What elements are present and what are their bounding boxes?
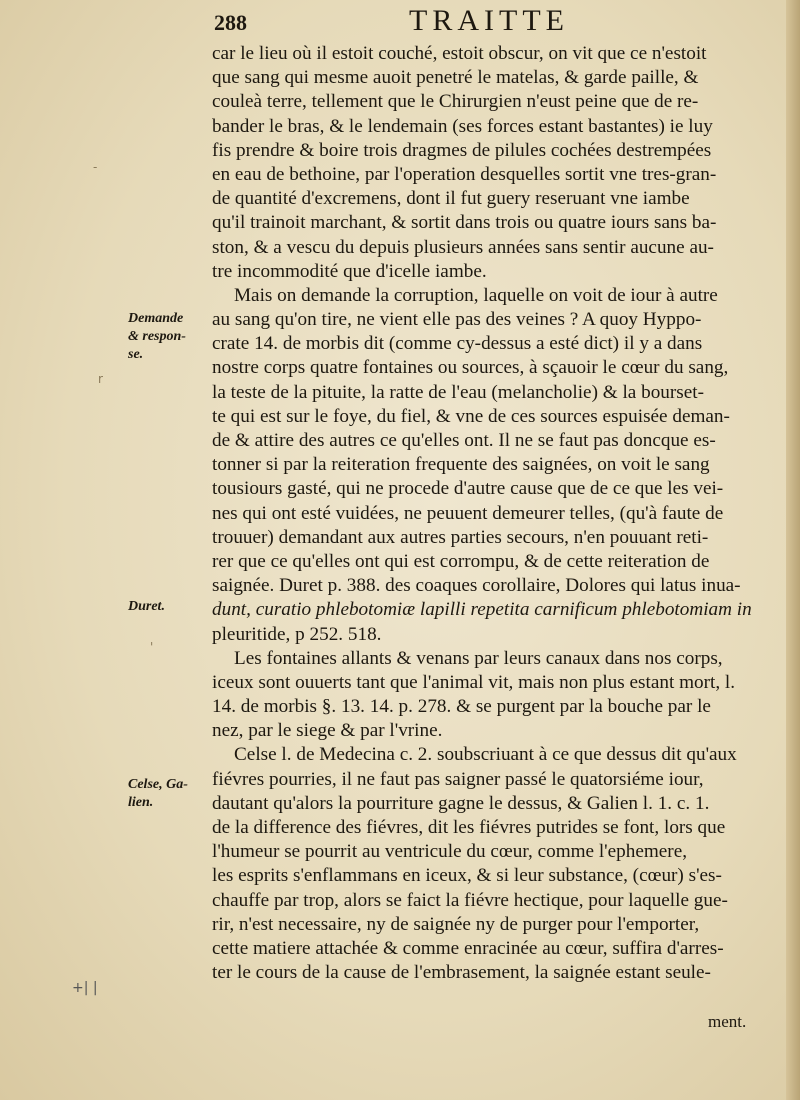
text-line: nez, par le siege & par l'vrine. bbox=[212, 720, 443, 742]
text-line: que sang qui mesme auoit penetré le matelas, & garde paille, & bbox=[212, 67, 699, 89]
margin-note-line: Demande bbox=[128, 311, 184, 326]
text-line: ston, & a vescu du depuis plusieurs années sans sentir aucune au- bbox=[212, 236, 714, 258]
text-line: nostre corps quatre fontaines ou sources, à sçauoir le cœur du sang, bbox=[212, 357, 729, 379]
page-header bbox=[214, 4, 774, 40]
text-line: au sang qu'on tire, ne vient elle pas des veines ? A quoy Hyppo- bbox=[212, 309, 702, 331]
text-line: Celse l. de Medecina c. 2. soubscriuant à ce que dessus dit qu'aux bbox=[234, 744, 737, 766]
margin-note-line: & respon- bbox=[128, 329, 186, 344]
text-line: tonner si par la reiteration frequente des saignées, on voit le sang bbox=[212, 454, 710, 476]
text-line: de quantité d'excremens, dont il fut guery reseruant vne iambe bbox=[212, 188, 690, 210]
text-line: nes qui ont esté vuidées, ne peuuent demeurer telles, (qu'à faute de bbox=[212, 502, 724, 524]
text-line: te qui est sur le foye, du fiel, & vne de ces sources espuisée deman- bbox=[212, 405, 730, 427]
text-line: cette matiere attachée & comme enracinée au cœur, suffira d'arres- bbox=[212, 937, 724, 959]
text-line: crate 14. de morbis dit (comme cy-dessus a esté dict) il y a dans bbox=[212, 333, 703, 355]
text-line: Les fontaines allants & venans par leurs canaux dans nos corps, bbox=[234, 647, 723, 669]
margin-note-line: Duret. bbox=[128, 599, 165, 614]
text-line: en eau de bethoine, par l'operation desquelles sortit vne tres-gran- bbox=[212, 163, 717, 185]
text-line: car le lieu où il estoit couché, estoit obscur, on vit que ce n'estoit bbox=[212, 43, 707, 64]
catchword: ment. bbox=[708, 1012, 747, 1031]
text-line: trouuer) demandant aux autres parties secours, n'en pouuant reti- bbox=[212, 526, 709, 548]
margin-note-duret bbox=[128, 598, 208, 616]
text-line: l'humeur se pourrit au ventricule du cœur, comme l'ephemere, bbox=[212, 841, 688, 863]
text-line: tousiours gasté, qui ne procede d'autre cause que de ce que les vei- bbox=[212, 478, 724, 500]
text-line: bander le bras, & le lendemain (ses forces estant bastantes) ie luy bbox=[212, 115, 713, 137]
text-line: rer que ce qu'elles ont qui est corrompu, & de cette reiteration de bbox=[212, 550, 710, 572]
body-text bbox=[212, 42, 768, 985]
running-title: TRAITTE bbox=[409, 4, 569, 37]
margin-note-line: lien. bbox=[128, 795, 154, 810]
margin-mark: ' bbox=[150, 640, 154, 654]
text-line: pleuritide, p 252. 518. bbox=[212, 623, 382, 645]
text-line: iceux sont ouuerts tant que l'animal vit, mais non plus estant mort, l. bbox=[212, 671, 736, 693]
margin-note-celse bbox=[128, 776, 208, 812]
text-line: de & attire des autres ce qu'elles ont. Il ne se faut pas doncque es- bbox=[212, 430, 716, 451]
text-line: rir, n'est necessaire, ny de saignée ny de purger pour l'emporter, bbox=[212, 913, 700, 935]
text-line: tre incommodité que d'icelle iambe. bbox=[212, 260, 487, 282]
text-line: 14. de morbis §. 13. 14. p. 278. & se purgent par la bouche par le bbox=[212, 696, 711, 718]
text-line: couleà terre, tellement que le Chirurgien n'eust peine que de re- bbox=[212, 91, 699, 113]
text-line: la teste de la pituite, la ratte de l'eau (melancholie) & la bourset- bbox=[212, 381, 704, 403]
page-edge bbox=[786, 0, 800, 1100]
text-line: ter le cours de la cause de l'embrasement, la saignée estant seule- bbox=[212, 962, 711, 984]
text-line: chauffe par trop, alors se faict la fiévre hectique, pour laquelle gue- bbox=[212, 889, 728, 911]
text-line: dautant qu'alors la pourriture gagne le dessus, & Galien l. 1. c. 1. bbox=[212, 792, 710, 814]
margin-note-demande bbox=[128, 310, 208, 364]
page-number: 288 bbox=[214, 10, 247, 35]
text-line: qu'il trainoit marchant, & sortit dans trois ou quatre iours sans ba- bbox=[212, 212, 717, 234]
margin-mark: - bbox=[93, 160, 98, 174]
text-line: Mais on demande la corruption, laquelle on voit de iour à autre bbox=[234, 284, 718, 306]
text-line: fis prendre & boire trois dragmes de pilules cochées destrempées bbox=[212, 139, 712, 161]
margin-note-line: Celse, Ga- bbox=[128, 777, 188, 792]
text-line: dunt, curatio phlebotomiæ lapilli repetita carnificum phlebotomiam in bbox=[212, 599, 752, 621]
text-line: fiévres pourries, il ne faut pas saigner passé le quatorsiéme iour, bbox=[212, 768, 704, 790]
margin-ink-mark: +| | bbox=[72, 980, 98, 996]
text-line: saignée. Duret p. 388. des coaques corollaire, Dolores qui latus inua- bbox=[212, 575, 741, 597]
text-line: les esprits s'enflammans en iceux, & si leur substance, (cœur) s'es- bbox=[212, 865, 722, 887]
margin-mark: r bbox=[98, 372, 103, 386]
margin-note-line: se. bbox=[128, 347, 144, 362]
text-line: de la difference des fiévres, dit les fiévres putrides se font, lors que bbox=[212, 817, 726, 838]
